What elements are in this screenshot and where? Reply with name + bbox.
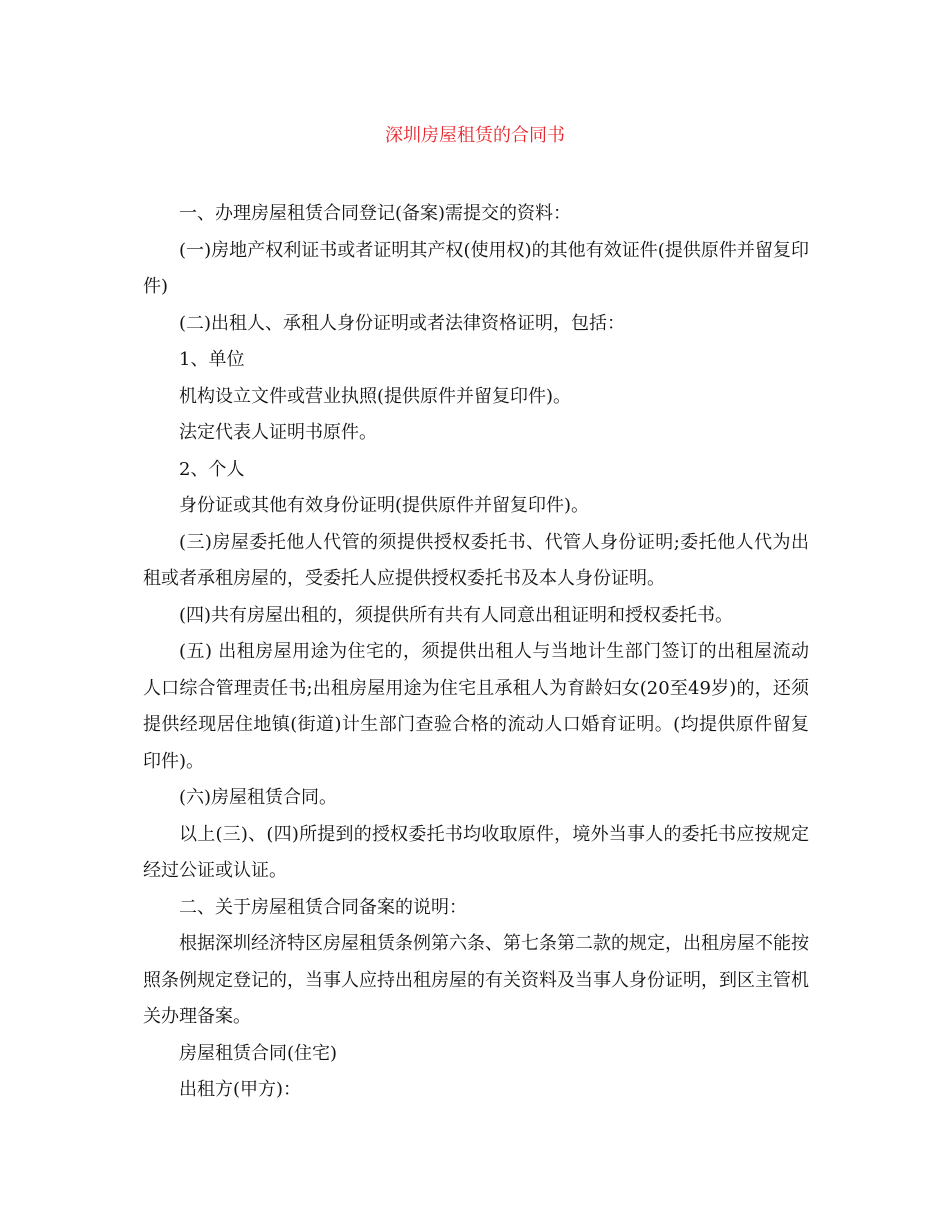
paragraph-item-2: (二)出租人、承租人身份证明或者法律资格证明，包括： [179,312,626,334]
paragraph-item-3: (三)房屋委托他人代管的须提供授权委托书、代管人身份证明;委托他人代为出租或者承租房屋的，受委托人应提供授权委托书及本人身份证明。 [143,531,809,589]
paragraph-person-id: 身份证或其他有效身份证明(提供原件并留复印件)。 [179,495,590,516]
section-heading-1: 一、办理房屋租赁合同登记(备案)需提交的资料： [179,203,572,224]
paragraph-unit-docs: 机构设立文件或营业执照(提供原件并留复印件)。 [179,385,572,407]
paragraph-note: 以上(三)、(四)所提到的授权委托书均收取原件，境外当事人的委托书应按规定经过公证或认证。 [143,823,809,881]
paragraph-item-1: (一)房地产权利证书或者证明其产权(使用权)的其他有效证件(提供原件并留复印件) [143,239,809,297]
paragraph-unit-rep: 法定代表人证明书原件。 [179,422,377,443]
contract-title: 房屋租赁合同(住宅) [179,1042,338,1064]
paragraph-subitem-unit: 1、单位 [179,349,245,370]
party-a-label: 出租方(甲方)： [179,1079,302,1100]
section-heading-2: 二、关于房屋租赁合同备案的说明： [179,896,467,918]
document-title: 深圳房屋租赁的合同书 [385,125,565,146]
document-body [143,196,809,1109]
paragraph-item-6: (六)房屋租赁合同。 [179,787,338,808]
paragraph-subitem-person: 2、个人 [179,458,245,480]
paragraph-item-5: (五) 出租房屋用途为住宅的，须提供出租人与当地计生部门签订的出租屋流动人口综合管理责任书;出租房屋用途为住宅且承租人为育龄妇女(20至49岁)的，还须提供经现居住地镇(街道)计生部门查验合格的流动人口婚育证明。(均提供原件留复印件)。 [143,641,809,772]
paragraph-item-4: (四)共有房屋出租的，须提供所有共有人同意出租证明和授权委托书。 [179,604,734,626]
paragraph-regulation: 根据深圳经济特区房屋租赁条例第六条、第七条第二款的规定，出租房屋不能按照条例规定登记的，当事人应持出租房屋的有关资料及当事人身份证明，到区主管机关办理备案。 [143,933,809,1027]
